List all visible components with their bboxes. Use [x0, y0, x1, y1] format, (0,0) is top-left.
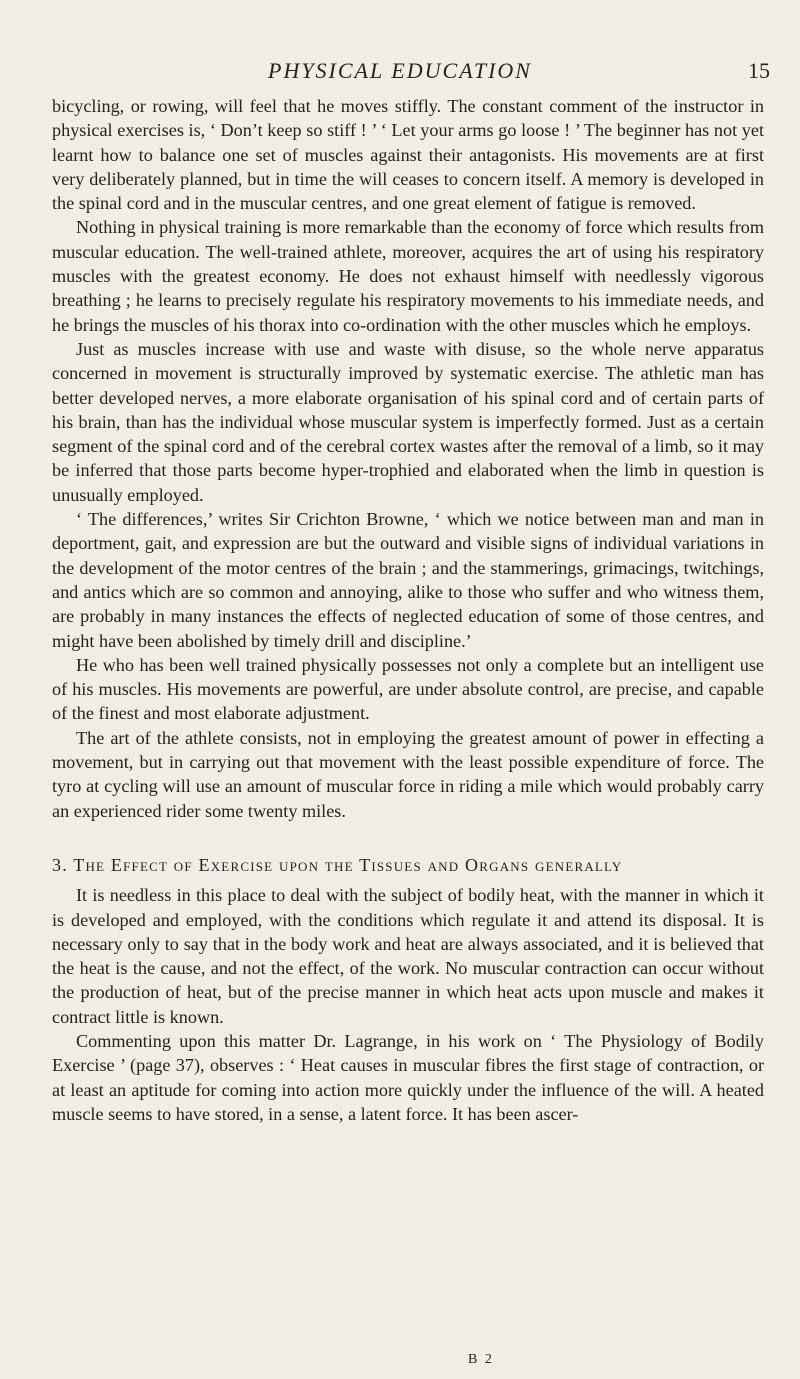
running-head: PHYSICAL EDUCATION [268, 58, 532, 83]
signature-mark: B 2 [468, 1352, 494, 1367]
section-heading: 3. The Effect of Exercise upon the Tissues and Organs generally [52, 854, 623, 875]
paragraph: bicycling, or rowing, will feel that he moves stiffly. The constant comment of the instructor in physical exercises is, ‘ Don’t keep so stiff ! ’ ‘ Let your arms go loose ! ’ The beginner has not yet learnt how to balance one set of muscles against their antagonists. His movements are at first very deliberately planned, but in time the will ceases to concern itself. A memory is developed in the spinal cord and in the muscular centres, and one great element of fatigue is removed. [52, 96, 764, 214]
paragraph: Nothing in physical training is more remarkable than the economy of force which results from muscular education. The well-trained athlete, moreover, acquires the art of using his respiratory muscles with the greatest economy. He does not exhaust himself with needlessly vigorous breathing ; he learns to precisely regulate his respiratory movements to his immediate needs, and he brings the muscles of his thorax into co-ordination with the other muscles which he employs. [52, 217, 764, 335]
paragraph: The art of the athlete consists, not in employing the greatest amount of power in effecting a movement, but in carrying out that movement with the least possible expenditure of force. The tyro at cycling will use an amount of muscular force in riding a mile which would probably carry an experienced rider some twenty miles. [52, 727, 764, 821]
page-header [0, 58, 800, 88]
paragraph: Commenting upon this matter Dr. Lagrange, in his work on ‘ The Physiology of Bodily Exercise ’ (page 37), observes : ‘ Heat causes in muscular fibres the first stage of contraction, or at least an aptitude for coming into action more quickly under the influence of the will. A heated muscle seems to have stored, in a sense, a latent force. It has been ascer- [52, 1030, 764, 1124]
paragraph: He who has been well trained physically possesses not only a complete but an intelligent use of his muscles. His movements are powerful, are under absolute control, are precise, and capable of the finest and most elaborate adjustment. [52, 654, 764, 724]
page-body [52, 94, 764, 1126]
paragraph: It is needless in this place to deal with the subject of bodily heat, with the manner in which it is developed and employed, with the conditions which regulate it and attend its disposal. It is necessary only to say that in the body work and heat are always associated, and it is believed that the heat is the cause, and not the effect, of the work. No muscular contraction can occur without the production of heat, but of the precise manner in which heat acts upon muscle and makes it contract little is known. [52, 885, 764, 1027]
paragraph: ‘ The differences,’ writes Sir Crichton Browne, ‘ which we notice between man and man in deportment, gait, and expression are but the outward and visible signs of individual variations in the development of the motor centres of the brain ; and the stammerings, grimacings, twitchings, and antics which are so common and annoying, alike to those who suffer and who witness them, are probably in many instances the effects of neglected education of some of those centres, and might have been abolished by timely drill and discipline.’ [52, 509, 764, 651]
page-number: 15 [748, 58, 770, 83]
paragraph: Just as muscles increase with use and waste with disuse, so the whole nerve apparatus concerned in movement is structurally improved by systematic exercise. The athletic man has better developed nerves, a more elaborate organisation of his spinal cord and of certain parts of his brain, than has the individual whose muscular system is imperfectly formed. Just as a certain segment of the spinal cord and of the cerebral cortex wastes after the removal of a limb, so it may be inferred that those parts become hyper-trophied and elaborated when the limb in question is unusually employed. [52, 338, 764, 505]
